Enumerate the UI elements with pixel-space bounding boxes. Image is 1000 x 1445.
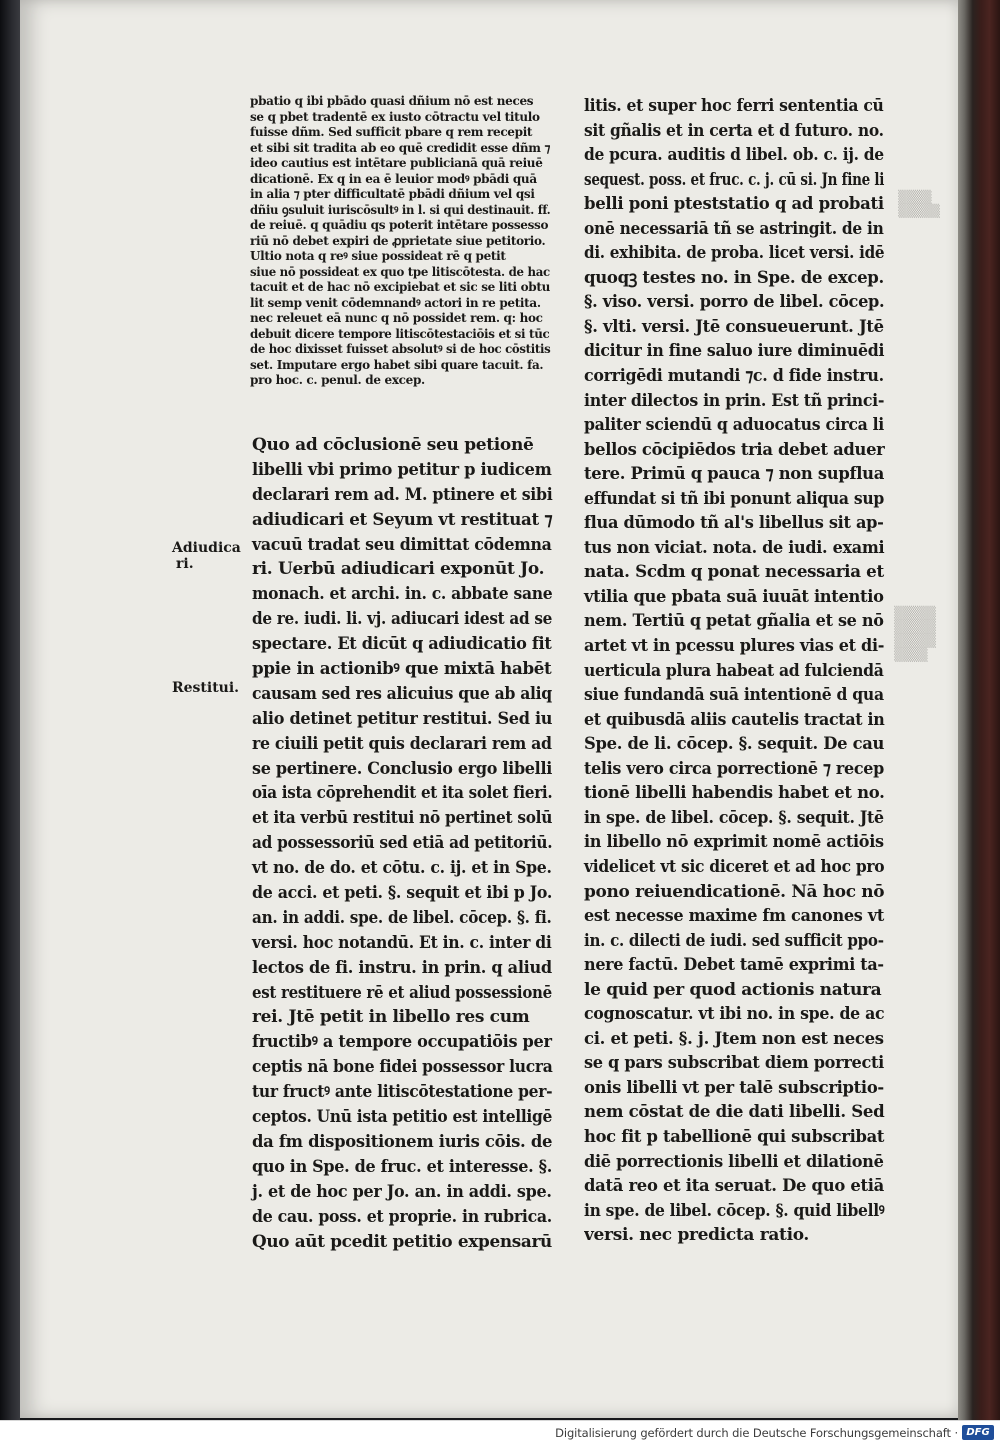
text-line: causam sed res alicuius que ab aliq <box>252 683 552 704</box>
text-line: de hoc dixisset fuisset absolutꝰ si de hoc cōstitis <box>250 342 551 356</box>
text-line: quo in Spe. de fruc. et interesse. §. <box>252 1156 552 1177</box>
text-line: videlicet vt sic diceret et ad hoc pro <box>584 856 885 877</box>
text-line: rei. Jtē petit in libello res cum <box>252 1007 530 1028</box>
margin-note-restitui: Restitui. <box>172 680 240 696</box>
text-line: alio detinet petitur restitui. Sed iu <box>252 708 553 729</box>
text-line: hoc fit p tabellionē qui subscribat <box>584 1126 885 1147</box>
text-line: vt no. de do. et cōtu. c. ij. et in Spe. <box>252 858 552 879</box>
text-line: est necesse maxime fm canones vt <box>584 906 885 927</box>
text-line: an. in addi. spe. de libel. cōcep. §. fi. <box>252 907 552 928</box>
text-line: nem cōstat de die dati libelli. Sed <box>584 1102 885 1123</box>
text-line: in spe. de libel. cōcep. §. sequit. Jtē <box>584 807 884 828</box>
text-line: litis. et super hoc ferri sententia cū <box>584 96 884 116</box>
text-line: sequest. poss. et fruc. c. j. cū si. Jn fine li <box>584 169 885 190</box>
text-line: versi. nec predicta ratio. <box>584 1225 810 1246</box>
text-line: fructibꝰ a tempore occupatiōis per <box>252 1032 552 1053</box>
text-line: versi. hoc notandū. Et in. c. inter di <box>252 932 552 953</box>
text-line: siue fundandā suā intentionē d qua <box>584 685 884 706</box>
text-line: declarari rem ad. M. ptinere et sibi <box>252 484 553 505</box>
text-line: Quo ad cōclusionē seu petionē <box>252 435 534 455</box>
text-line: lectos de fi. instru. in prin. q aliud <box>252 957 552 978</box>
text-line: §. viso. versi. porro de libel. cōcep. <box>584 292 885 313</box>
text-line: et quibusdā aliis cautelis tractat in <box>584 709 885 730</box>
text-line: datā reo et ita seruat. De quo etiā <box>584 1176 885 1197</box>
text-line: paliter sciendū q aduocatus circa li <box>584 415 884 436</box>
margin-note-line: Adiudica <box>172 540 241 556</box>
text-line: bellos cōcipiēdos tria debet aduer <box>584 439 885 460</box>
text-line: de reiuē. q quādiu qs poterit intētare possesso <box>250 218 549 232</box>
text-line: onis libelli vt per talē subscriptio- <box>584 1077 884 1098</box>
text-line: de pcura. auditis d libel. ob. c. ij. de <box>584 145 884 166</box>
text-line: pono reiuendicationē. Nā hoc nō <box>584 881 885 902</box>
text-line: monach. et archi. in. c. abbate sane <box>252 584 553 605</box>
text-line: vtilia que pbata suā iuuāt intentio <box>584 586 884 607</box>
footer-bar <box>0 1420 1000 1445</box>
margin-note-adiudicari <box>172 540 241 572</box>
text-line: siue nō possideat ex quo tpe litiscōtesta. de hac <box>250 264 550 279</box>
dfg-logo: DFG <box>962 1425 994 1440</box>
text-line: de acci. et peti. §. sequit et ibi p Jo. <box>252 883 553 904</box>
text-line: §. vlti. versi. Jtē consueuerunt. Jtē <box>584 316 884 337</box>
text-line: vacuū tradat seu dimittat cōdemna <box>252 534 552 555</box>
text-line: in spe. de libel. cōcep. §. quid libellꝰ <box>584 1200 885 1221</box>
text-line: inter dilectos in prin. Est tñ princi- <box>584 390 885 411</box>
text-line: Spe. de li. cōcep. §. sequit. De cau <box>584 734 885 755</box>
bleed-through-text: ▒▒▒▒ ▒▒▒▒▒ <box>898 190 940 218</box>
text-line: ideo cautius est intētare publicianā quā reiuē <box>250 156 543 170</box>
text-line: in libello nō exprimit nomē actiōis <box>584 832 884 853</box>
text-line: se pertinere. Conclusio ergo libelli <box>252 758 552 779</box>
bleed-through-text: ▒▒▒▒▒ ▒▒▒▒▒ ▒▒▒▒▒ ▒▒▒▒ <box>894 606 936 662</box>
text-line: ppie in actionibꝰ que mixtā habēt <box>252 659 552 680</box>
text-line: telis vero circa porrectionē ⁊ recep <box>584 758 884 779</box>
text-line: ri. Uerbū adiudicari exponūt Jo. <box>252 559 545 580</box>
text-line: est restituere rē et aliud possessionē <box>252 982 552 1003</box>
text-line: pro hoc. c. penul. de excep. <box>250 373 425 387</box>
text-line: in alia ⁊ pter difficultatē pbādi dñium vel qsi <box>250 187 535 201</box>
text-line: re ciuili petit quis declarari rem ad <box>252 733 552 754</box>
text-line: effundat si tñ ibi ponunt aliqua sup <box>584 488 884 509</box>
text-line: dicationē. Ex q in ea ē leuior modꝰ pbādi quā <box>250 171 537 186</box>
text-line: nere factū. Debet tamē exprimi ta- <box>584 955 884 976</box>
left-column-large-text <box>252 433 552 1254</box>
text-line: dñiu ꝯsuluit iuriscōsultꝰ in l. si qui destinauit. ff. <box>250 202 551 217</box>
text-line: corrigēdi mutandi ⁊c. d fide instru. <box>584 366 884 387</box>
text-line: Ultio nota q reꝰ siue possideat rē q petit <box>250 249 506 263</box>
text-line: tus non viciat. nota. de iudi. exami <box>584 537 885 558</box>
text-line: le quid per quod actionis natura <box>584 979 882 1000</box>
text-line: oīa ista cōprehendit et ita solet fieri. <box>252 783 553 804</box>
left-column-small-text <box>250 94 550 389</box>
funding-credit: Digitalisierung gefördert durch die Deutsche Forschungsgemeinschaft · <box>555 1426 958 1440</box>
text-line: libelli vbi primo petitur p iudicem <box>252 459 552 480</box>
text-line: ci. et peti. §. j. Jtem non est neces <box>584 1028 884 1049</box>
text-line: pbatio q ibi pbādo quasi dñium nō est neces <box>250 94 534 108</box>
text-line: ceptos. Unū ista petitio est intelligē <box>252 1107 553 1128</box>
text-line: fuisse dñm. Sed sufficit pbare q rem recepit <box>250 125 533 139</box>
text-line: tere. Primū q pauca ⁊ non supflua <box>584 464 884 485</box>
text-line: nem. Tertiū q petat gñalia et se nō <box>584 611 884 632</box>
margin-note-line: ri. <box>176 556 194 572</box>
text-line: nec releuet eā nunc q nō possidet rem. q: hoc <box>250 311 543 325</box>
text-line: tacuit et de hac nō excipiebat et sic se liti obtu <box>250 280 550 294</box>
text-line: debuit dicere tempore litiscōtestaciōis et si tūc <box>250 326 550 341</box>
text-line: sit gñalis et in certa et d futuro. no. <box>584 120 884 141</box>
text-line: cognoscatur. vt ibi no. in spe. de ac <box>584 1004 885 1025</box>
right-column-text <box>584 94 884 1248</box>
text-line: belli poni pteststatio q ad probati <box>584 194 884 215</box>
text-line: tionē libelli habendis habet et no. <box>584 783 885 804</box>
text-line: se q pars subscribat diem porrecti <box>584 1053 884 1074</box>
text-line: de cau. poss. et proprie. in rubrica. <box>252 1206 552 1227</box>
text-line: et ita verbū restitui nō pertinet solū <box>252 808 553 829</box>
text-line: onē necessariā tñ se astringit. de in <box>584 218 884 239</box>
text-line: ad possessoriū sed etiā ad petitoriū. <box>252 833 553 854</box>
text-line: nata. Scdm q ponat necessaria et <box>584 562 884 583</box>
text-line: j. et de hoc per Jo. an. in addi. spe. <box>252 1181 552 1202</box>
book-cover-edge <box>958 0 1000 1420</box>
text-line: ceptis nā bone fidei possessor lucra <box>252 1057 553 1078</box>
text-line: Quo aūt pcedit petitio expensarū <box>252 1231 552 1252</box>
book-spine-shadow <box>0 0 20 1420</box>
text-line: di. exhibita. de proba. licet versi. idē <box>584 243 885 264</box>
text-line: se q pbet tradentē ex iusto cōtractu vel titulo <box>250 109 540 124</box>
text-line: tur fructꝰ ante litiscōtestatione per- <box>252 1082 553 1103</box>
text-line: riū nō debet expiri de ꝓprietate siue petitorio. <box>250 233 546 248</box>
text-line: et sibi sit tradita ab eo quē credidit esse dñm ⁊ <box>250 140 550 155</box>
text-line: da fm dispositionem iuris cōis. de <box>252 1131 553 1152</box>
text-line: lit semp venit cōdemnandꝰ actori in re petita. <box>250 295 541 310</box>
text-line: de re. iudi. li. vj. adiucari idest ad se <box>252 609 553 630</box>
text-line: dicitur in fine saluo iure diminuēdi <box>584 341 885 362</box>
text-line: quoqꝫ testes no. in Spe. de excep. <box>584 267 884 288</box>
text-line: artet vt in pcessu plures vias et di- <box>584 636 885 657</box>
text-line: in. c. dilecti de iudi. sed sufficit ppo- <box>584 930 884 951</box>
text-line: flua dūmodo tñ al's libellus sit ap- <box>584 513 884 534</box>
text-line: spectare. Et dicūt q adiudicatio fit <box>252 634 552 655</box>
text-line: diē porrectionis libelli et dilationē <box>584 1151 884 1172</box>
text-line: set. Imputare ergo habet sibi quare tacuit. fa. <box>250 357 544 372</box>
text-line: adiudicari et Seyum vt restituat ⁊ <box>252 509 553 530</box>
text-line: uerticula plura habeat ad fulciendā <box>584 660 884 681</box>
